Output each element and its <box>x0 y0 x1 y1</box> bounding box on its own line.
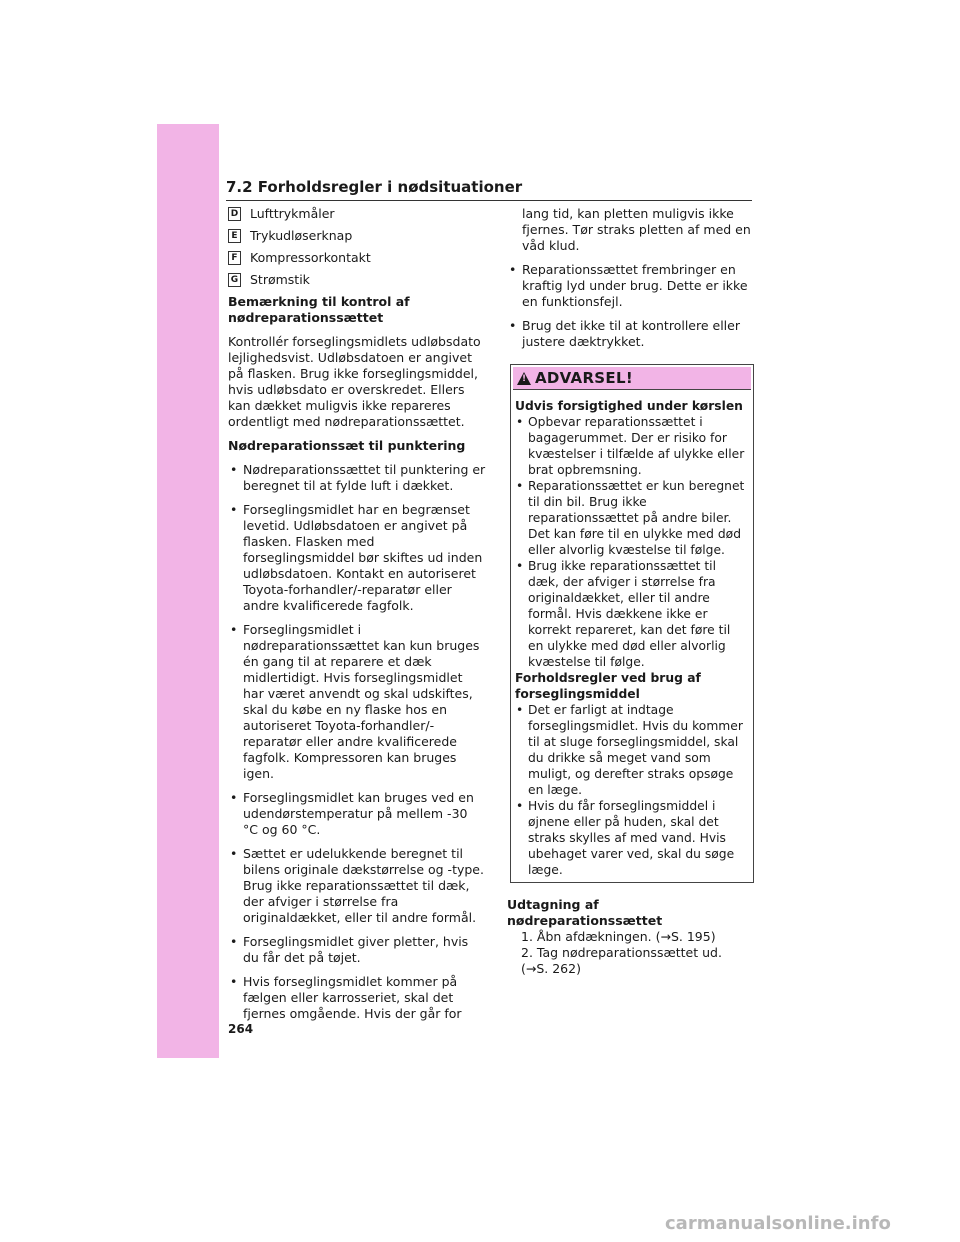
key-label: Lufttrykmåler <box>250 206 335 221</box>
warning-title: ADVARSEL! <box>535 369 633 387</box>
key-letter: E <box>228 229 241 243</box>
key-letter: F <box>228 251 241 265</box>
removal-steps <box>507 929 752 977</box>
list-item: • Hvis du får forseglingsmiddel i øjnene eller på huden, skal det straks skylles af med vand. Hvis ubehaget varer ved, skal du søge læge. <box>515 798 747 878</box>
list-item: • Opbevar reparationssættet i bagagerummet. Der er risiko for kvæstelser i tilfælde af ulykke eller brat opbremsning. <box>515 414 747 478</box>
warning-header <box>513 367 751 390</box>
warning-section-heading: Udvis forsigtighed under kørslen <box>515 399 743 413</box>
check-heading: Bemærkning til kontrol af nødreparationssættet <box>228 294 410 325</box>
section-header: 7.2 Forholdsregler i nødsituationer <box>226 178 752 201</box>
warning-bullet-list <box>515 414 747 670</box>
chapter-sidebar-tab <box>157 124 219 1058</box>
key-label: Strømstik <box>250 272 310 287</box>
right-bullet-list <box>507 262 752 350</box>
key-label: Kompressorkontakt <box>250 250 371 265</box>
removal-heading: Udtagning af nødreparationssættet <box>507 897 663 928</box>
key-item-d <box>228 206 486 222</box>
list-item: • Forseglingsmidlet i nødreparationssættet kan kun bruges én gang til at reparere et dæk midlertidigt. Hvis forseglingsmidlet har været anvendt og skal udskiftes, skal du købe en ny flaske hos en autoriseret Toyota-forhandler/-reparatør eller andre kvalificerede fagfolk. Kompressoren kan bruges igen. <box>228 622 486 782</box>
kit-bullet-list <box>228 462 486 1022</box>
list-item: • Hvis forseglingsmidlet kommer på fælgen eller karrosseriet, skal det fjernes omgående. Hvis der går for <box>228 974 486 1022</box>
check-paragraph: Kontrollér forseglingsmidlets udløbsdato lejlighedsvist. Udløbsdatoen er angivet på flasken. Brug ikke forseglingsmiddel, hvis udløbsdato er overskredet. Ellers kan dækket muligvis ikke repareres ordentligt med nødreparationssættet. <box>228 334 481 429</box>
list-item: • Forseglingsmidlet har en begrænset levetid. Udløbsdatoen er angivet på flasken. Flasken med forseglingsmiddel bør skiftes ud inden udløbsdatoen. Kontakt en autoriseret Toyota-forhandler/-reparatør eller andre kvalificerede fagfolk. <box>228 502 486 614</box>
key-item-f <box>228 250 486 266</box>
warning-body <box>511 392 753 882</box>
list-item: • Brug ikke reparationssættet til dæk, der afviger i størrelse fra originaldækket, eller til andre formål. Hvis dækkene ikke er korrekt repareret, kan det føre til en ulykke med død eller alvorlig kvæstelse til følge. <box>515 558 747 670</box>
bullet-continuation: lang tid, kan pletten muligvis ikke fjernes. Tør straks pletten af med en våd klud. <box>522 206 751 253</box>
left-column <box>228 206 486 1030</box>
key-letter: D <box>228 207 241 221</box>
warning-box <box>510 364 754 883</box>
right-column <box>507 206 752 977</box>
list-item: • Det er farligt at indtage forseglingsmidlet. Hvis du kommer til at sluge forseglingsmiddel, skal du drikke så meget vand som muligt, og derefter straks opsøge en læge. <box>515 702 747 798</box>
key-letter: G <box>228 273 241 287</box>
list-item: • Sættet er udelukkende beregnet til bilens originale dækstørrelse og -type. Brug ikke reparationssættet til dæk, der afviger i størrelse fra originaldækket, eller til andre formål. <box>228 846 486 926</box>
list-item: • Forseglingsmidlet kan bruges ved en udendørstemperatur på mellem -30 °C og 60 °C. <box>228 790 486 838</box>
list-item: • Reparationssættet er kun beregnet til din bil. Brug ikke reparationssættet på andre biler. Det kan føre til en ulykke med død eller alvorlig kvæstelse til følge. <box>515 478 747 558</box>
warning-triangle-icon: ! <box>517 372 531 385</box>
warning-bullet-list <box>515 702 747 878</box>
warning-section-heading: Forholdsregler ved brug af forseglingsmiddel <box>515 671 701 701</box>
footer-watermark: carmanualsonline.info <box>665 1213 891 1234</box>
kit-heading: Nødreparationssæt til punktering <box>228 438 466 453</box>
list-item: • Brug det ikke til at kontrollere eller justere dæktrykket. <box>507 318 752 350</box>
list-item: • Reparationssættet frembringer en kraftig lyd under brug. Dette er ikke en funktionsfejl. <box>507 262 752 310</box>
list-item: • Forseglingsmidlet giver pletter, hvis du får det på tøjet. <box>228 934 486 966</box>
key-item-e <box>228 228 486 244</box>
step-item: 2. Tag nødreparationssættet ud. (→S. 262) <box>521 945 722 976</box>
key-label: Trykudløserknap <box>250 228 353 243</box>
list-item: • Nødreparationssættet til punktering er beregnet til at fylde luft i dækket. <box>228 462 486 494</box>
page-number: 264 <box>228 1022 254 1036</box>
step-item: 1. Åbn afdækningen. (→S. 195) <box>521 929 716 944</box>
key-item-g <box>228 272 486 288</box>
